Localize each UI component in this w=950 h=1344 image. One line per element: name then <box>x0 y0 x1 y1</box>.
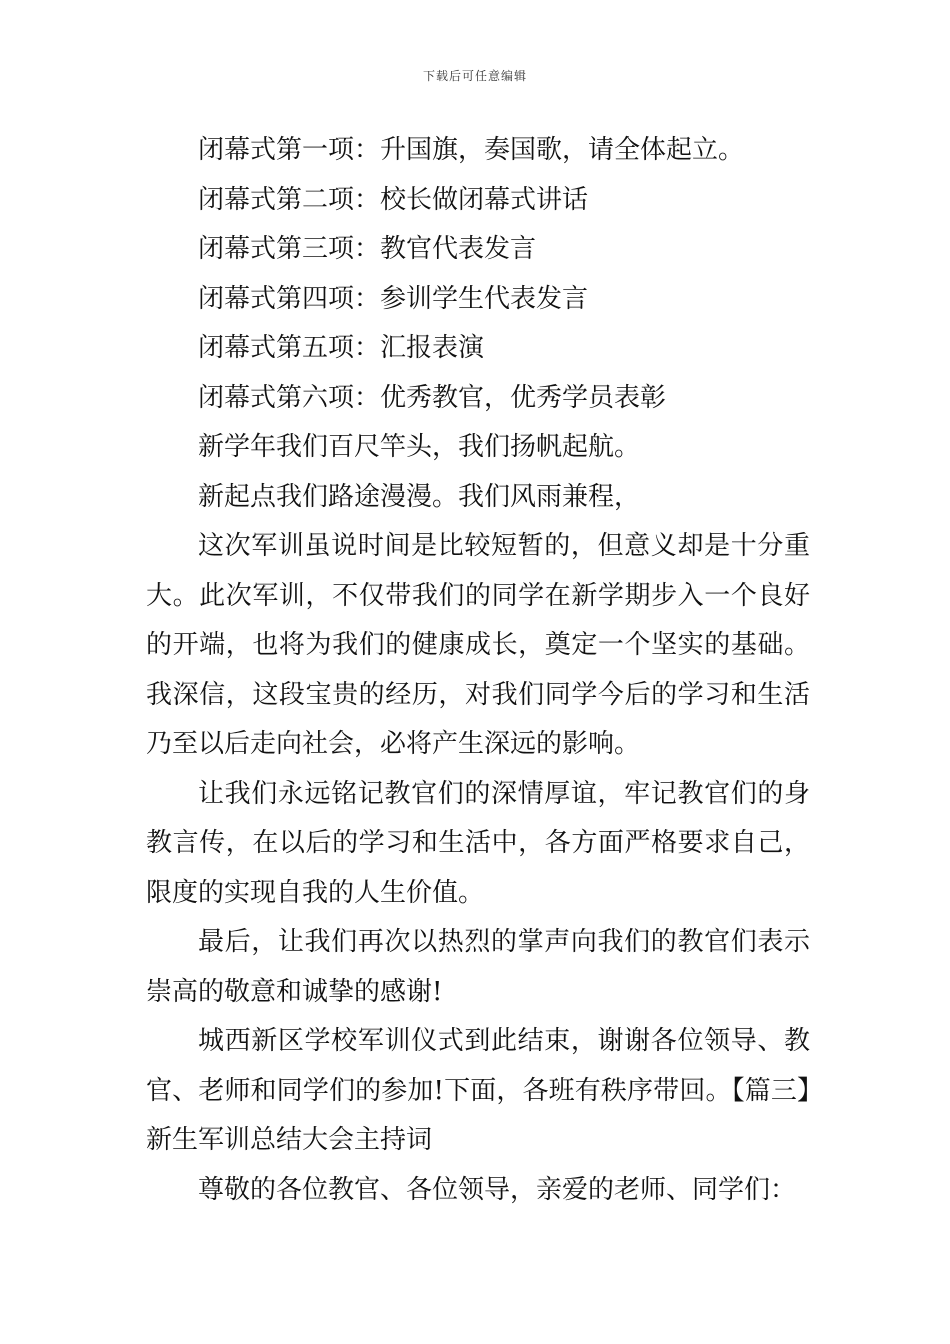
paragraph-13: 尊敬的各位教官、各位领导，亲爱的老师、同学们： <box>198 1174 797 1205</box>
paragraph-4: 闭幕式第四项：参训学生代表发言 <box>198 283 589 314</box>
paragraph-3: 闭幕式第三项：教官代表发言 <box>198 234 537 264</box>
paragraph-9: 这次军训虽说时间是比较短暂的，但意义却是十分重大。此次军训，不仅带我们的同学在新学期步入一个良好的开端，也将为我们的健康成长，奠定一个坚实的基础。我深信，这段宝贵的经历，对我们同学今后的学习和生活乃至以后走向社会，必将产生深远的影响。 <box>146 531 810 759</box>
paragraph-8: 新起点我们路途漫漫。我们风雨兼程， <box>198 481 641 512</box>
paragraph-11: 最后，让我们再次以热烈的掌声向我们的教官们表示崇高的敬意和诚挚的感谢! <box>146 927 810 1007</box>
paragraph-1: 闭幕式第一项：升国旗，奏国歌，请全体起立。 <box>198 135 745 165</box>
header-note: 下载后可任意编辑 <box>422 69 527 83</box>
paragraph-2: 闭幕式第二项：校长做闭幕式讲话 <box>198 184 589 215</box>
paragraph-7: 新学年我们百尺竿头，我们扬帆起航。 <box>198 432 641 462</box>
paragraph-5: 闭幕式第五项：汇报表演 <box>198 333 485 363</box>
paragraph-12: 城西新区学校军训仪式到此结束，谢谢各位领导、教官、老师和同学们的参加!下面，各班有秩序带回。【篇三】新生军训总结大会主持词 <box>146 1026 810 1155</box>
paragraph-10: 让我们永远铭记教官们的深情厚谊，牢记教官们的身教言传，在以后的学习和生活中，各方面严格要求自己，限度的实现自我的人生价值。 <box>146 778 810 908</box>
paragraph-6: 闭幕式第六项：优秀教官，优秀学员表彰 <box>198 382 667 413</box>
document-body <box>146 126 810 1215</box>
